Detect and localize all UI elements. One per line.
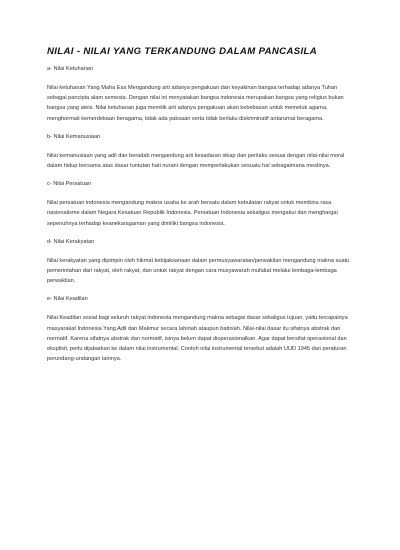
document-page [47, 46, 352, 373]
section-heading-kerakyatan: d- Nilai Kerakyatan [47, 238, 95, 245]
section-body-ketuhanan: Nilai ketuhanan Yang Maha Esa Mengandung arti adanya pengakuan dan keyakinan bangsa terhadap adanya Tuhan sebagai pancipta alam semesta. Dengan nilai ini menyatakan bangsa indonesia merupakan bangsa yang religius bukan bangsa yang ateis. Nilai ketuhanan juga memilik arti adanya pengakuan akan kebebasan untuk memeluk agama, menghormati kemerdekaan beragama, tidak ada paksaan serta tidak berlaku diskriminatif antarumat beragama. [47, 85, 344, 122]
document-title: NILAI - NILAI YANG TERKANDUNG DALAM PANCASILA [47, 46, 317, 57]
section-heading-keadilan: e- Nilai Keadilan [47, 296, 88, 303]
section-body-kemanusiaan: Nilai kemanusiaan yang adil dan beradab mengandung arti kesadaran sikap dan perilaku sesuai dengan nilai-nilai moral dalam hidup bersama atas dasar tuntutan hati nurani dengan memperlakukan sesuatu hal sebagaimana mestinya. [47, 152, 345, 170]
section-body-keadilan: Nilai Keadilan sosial bagi seluruh rakyat indonesia mengandung makna sebagai dasar sekaligus tujuan, yaitu tercapainya masyarakat Indonesia Yang Adil dan Makmur secara lahiriah ataupun batiniah. Nilai-nilai dasar itu sifatnya abstrak dan normatif. Karena sifatnya abstrak dan normatif, isinya belum dapat dioperasionalkan. Agar dapat bersifat operasional dan eksplisit, perlu dijabarkan ke dalam nilai instrumental. Contoh nilai instrumental tersebut adalah UUD 1945 dan peraturan perundang-undangan lainnya. [47, 315, 348, 363]
section-body-persatuan: Nilai persatuan indonesia mengandung makna usaha ke arah bersatu dalam kebulatan rakyat untuk membina rasa nasionalisme dalam Negara Kesatuan Republik Indonesia. Persatuan Indonesia sekaligus mengakui dan menghargai sepenuhnya terhadap keanekaragaman yang dimiliki bangsa indonesia. [47, 200, 338, 227]
section-body-kerakyatan: Nilai kerakyatan yang dipimpin oleh hikmat kebijaksanaan dalam permusyawaratan/perwakilan mengandung makna suatu pemerintahan dari rakyat, oleh rakyat, dan untuk rakyat dengan cara musyawarah mufakat melalui lembaga-lembaga perwakilan. [47, 257, 350, 285]
section-heading-ketuhanan: a- Nilai Ketuhanan [47, 66, 94, 72]
section-heading-persatuan: c- Nilai Persatuan [47, 181, 92, 188]
section-heading-kemanusiaan: b- Nilai Kemanusiaan [47, 133, 101, 140]
